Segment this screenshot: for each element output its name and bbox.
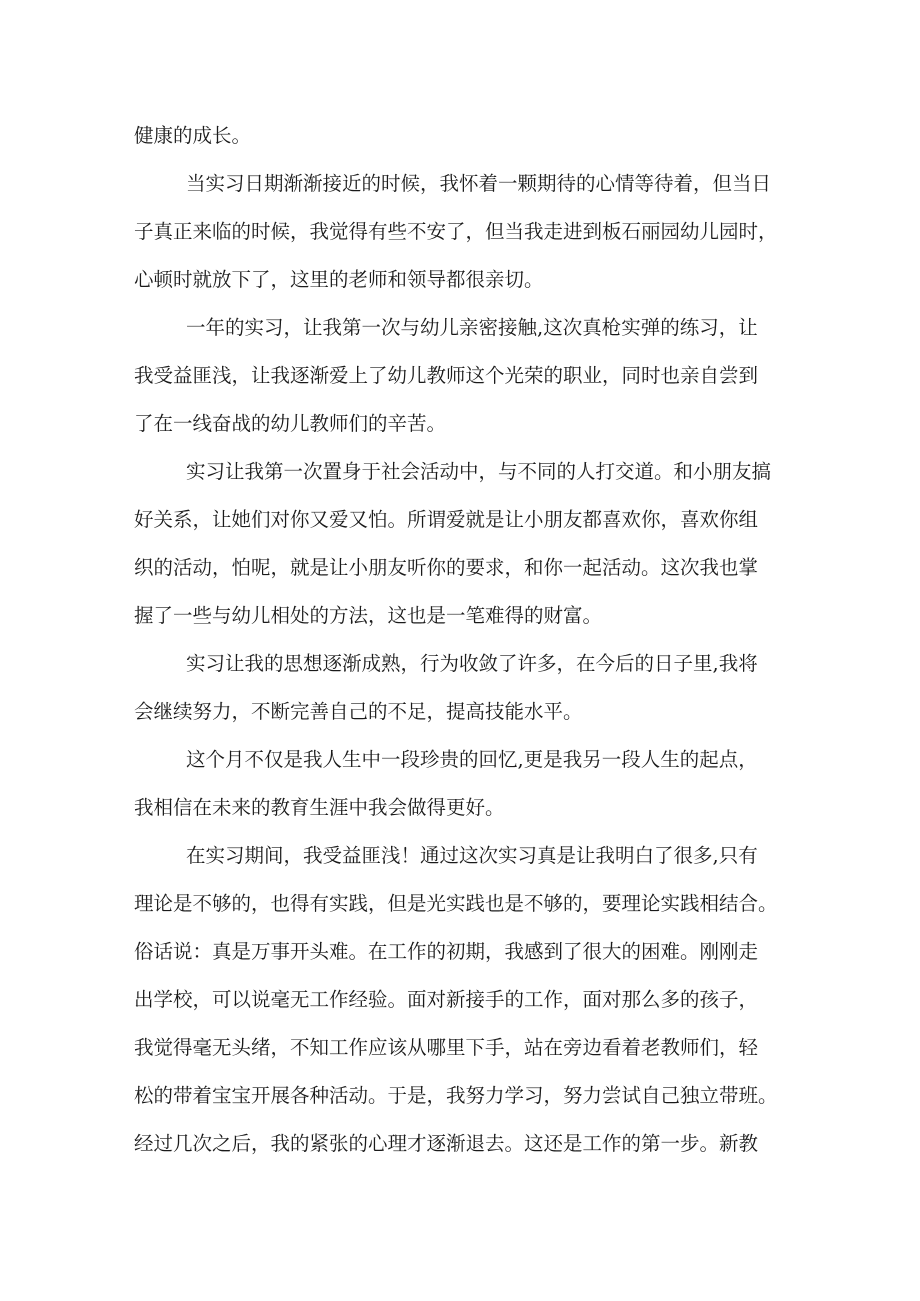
- text-line: 松的带着宝宝开展各种活动。于是，我努力学习，努力尝试自己独立带班。: [134, 1084, 778, 1107]
- text-line: 子真正来临的时候，我觉得有些不安了，但当我走进到板石丽园幼儿园时，: [134, 220, 778, 243]
- paragraph-first-line: 这个月不仅是我人生中一段珍贵的回忆,更是我另一段人生的起点，: [186, 748, 758, 771]
- paragraph-first-line: 当实习日期渐渐接近的时候，我怀着一颗期待的心情等待着，但当日: [186, 172, 772, 195]
- text-line: 健康的成长。: [134, 124, 252, 147]
- text-line: 经过几次之后，我的紧张的心理才逐渐退去。这还是工作的第一步。新教: [134, 1132, 759, 1155]
- text-line: 俗话说：真是万事开头难。在工作的初期，我感到了很大的困难。刚刚走: [134, 940, 759, 963]
- text-line: 会继续努力，不断完善自己的不足，提高技能水平。: [134, 700, 583, 723]
- paragraph-first-line: 在实习期间，我受益匪浅！通过这次实习真是让我明白了很多,只有: [186, 844, 758, 867]
- text-line: 握了一些与幼儿相处的方法，这也是一笔难得的财富。: [134, 604, 603, 627]
- text-line: 理论是不够的，也得有实践，但是光实践也是不够的，要理论实践相结合。: [134, 892, 778, 915]
- text-line: 我觉得毫无头绪，不知工作应该从哪里下手，站在旁边看着老教师们，轻: [134, 1036, 759, 1059]
- text-line: 我相信在未来的教育生涯中我会做得更好。: [134, 796, 505, 819]
- text-line: 织的活动，怕呢，就是让小朋友听你的要求，和你一起活动。这次我也掌: [134, 556, 759, 579]
- text-line: 出学校，可以说毫无工作经验。面对新接手的工作，面对那么多的孩子，: [134, 988, 759, 1011]
- text-line: 我受益匪浅，让我逐渐爱上了幼儿教师这个光荣的职业，同时也亲自尝到: [134, 364, 759, 387]
- text-line: 了在一线奋战的幼儿教师们的辛苦。: [134, 412, 447, 435]
- text-line: 心顿时就放下了，这里的老师和领导都很亲切。: [134, 268, 544, 291]
- body-text: [134, 112, 798, 1168]
- paragraph-first-line: 一年的实习，让我第一次与幼儿亲密接触,这次真枪实弹的练习，让: [186, 316, 758, 339]
- paragraph-first-line: 实习让我的思想逐渐成熟，行为收敛了许多，在今后的日子里,我将: [186, 652, 758, 675]
- paragraph-first-line: 实习让我第一次置身于社会活动中，与不同的人打交道。和小朋友搞: [186, 460, 772, 483]
- text-line: 好关系，让她们对你又爱又怕。所谓爱就是让小朋友都喜欢你，喜欢你组: [134, 508, 759, 531]
